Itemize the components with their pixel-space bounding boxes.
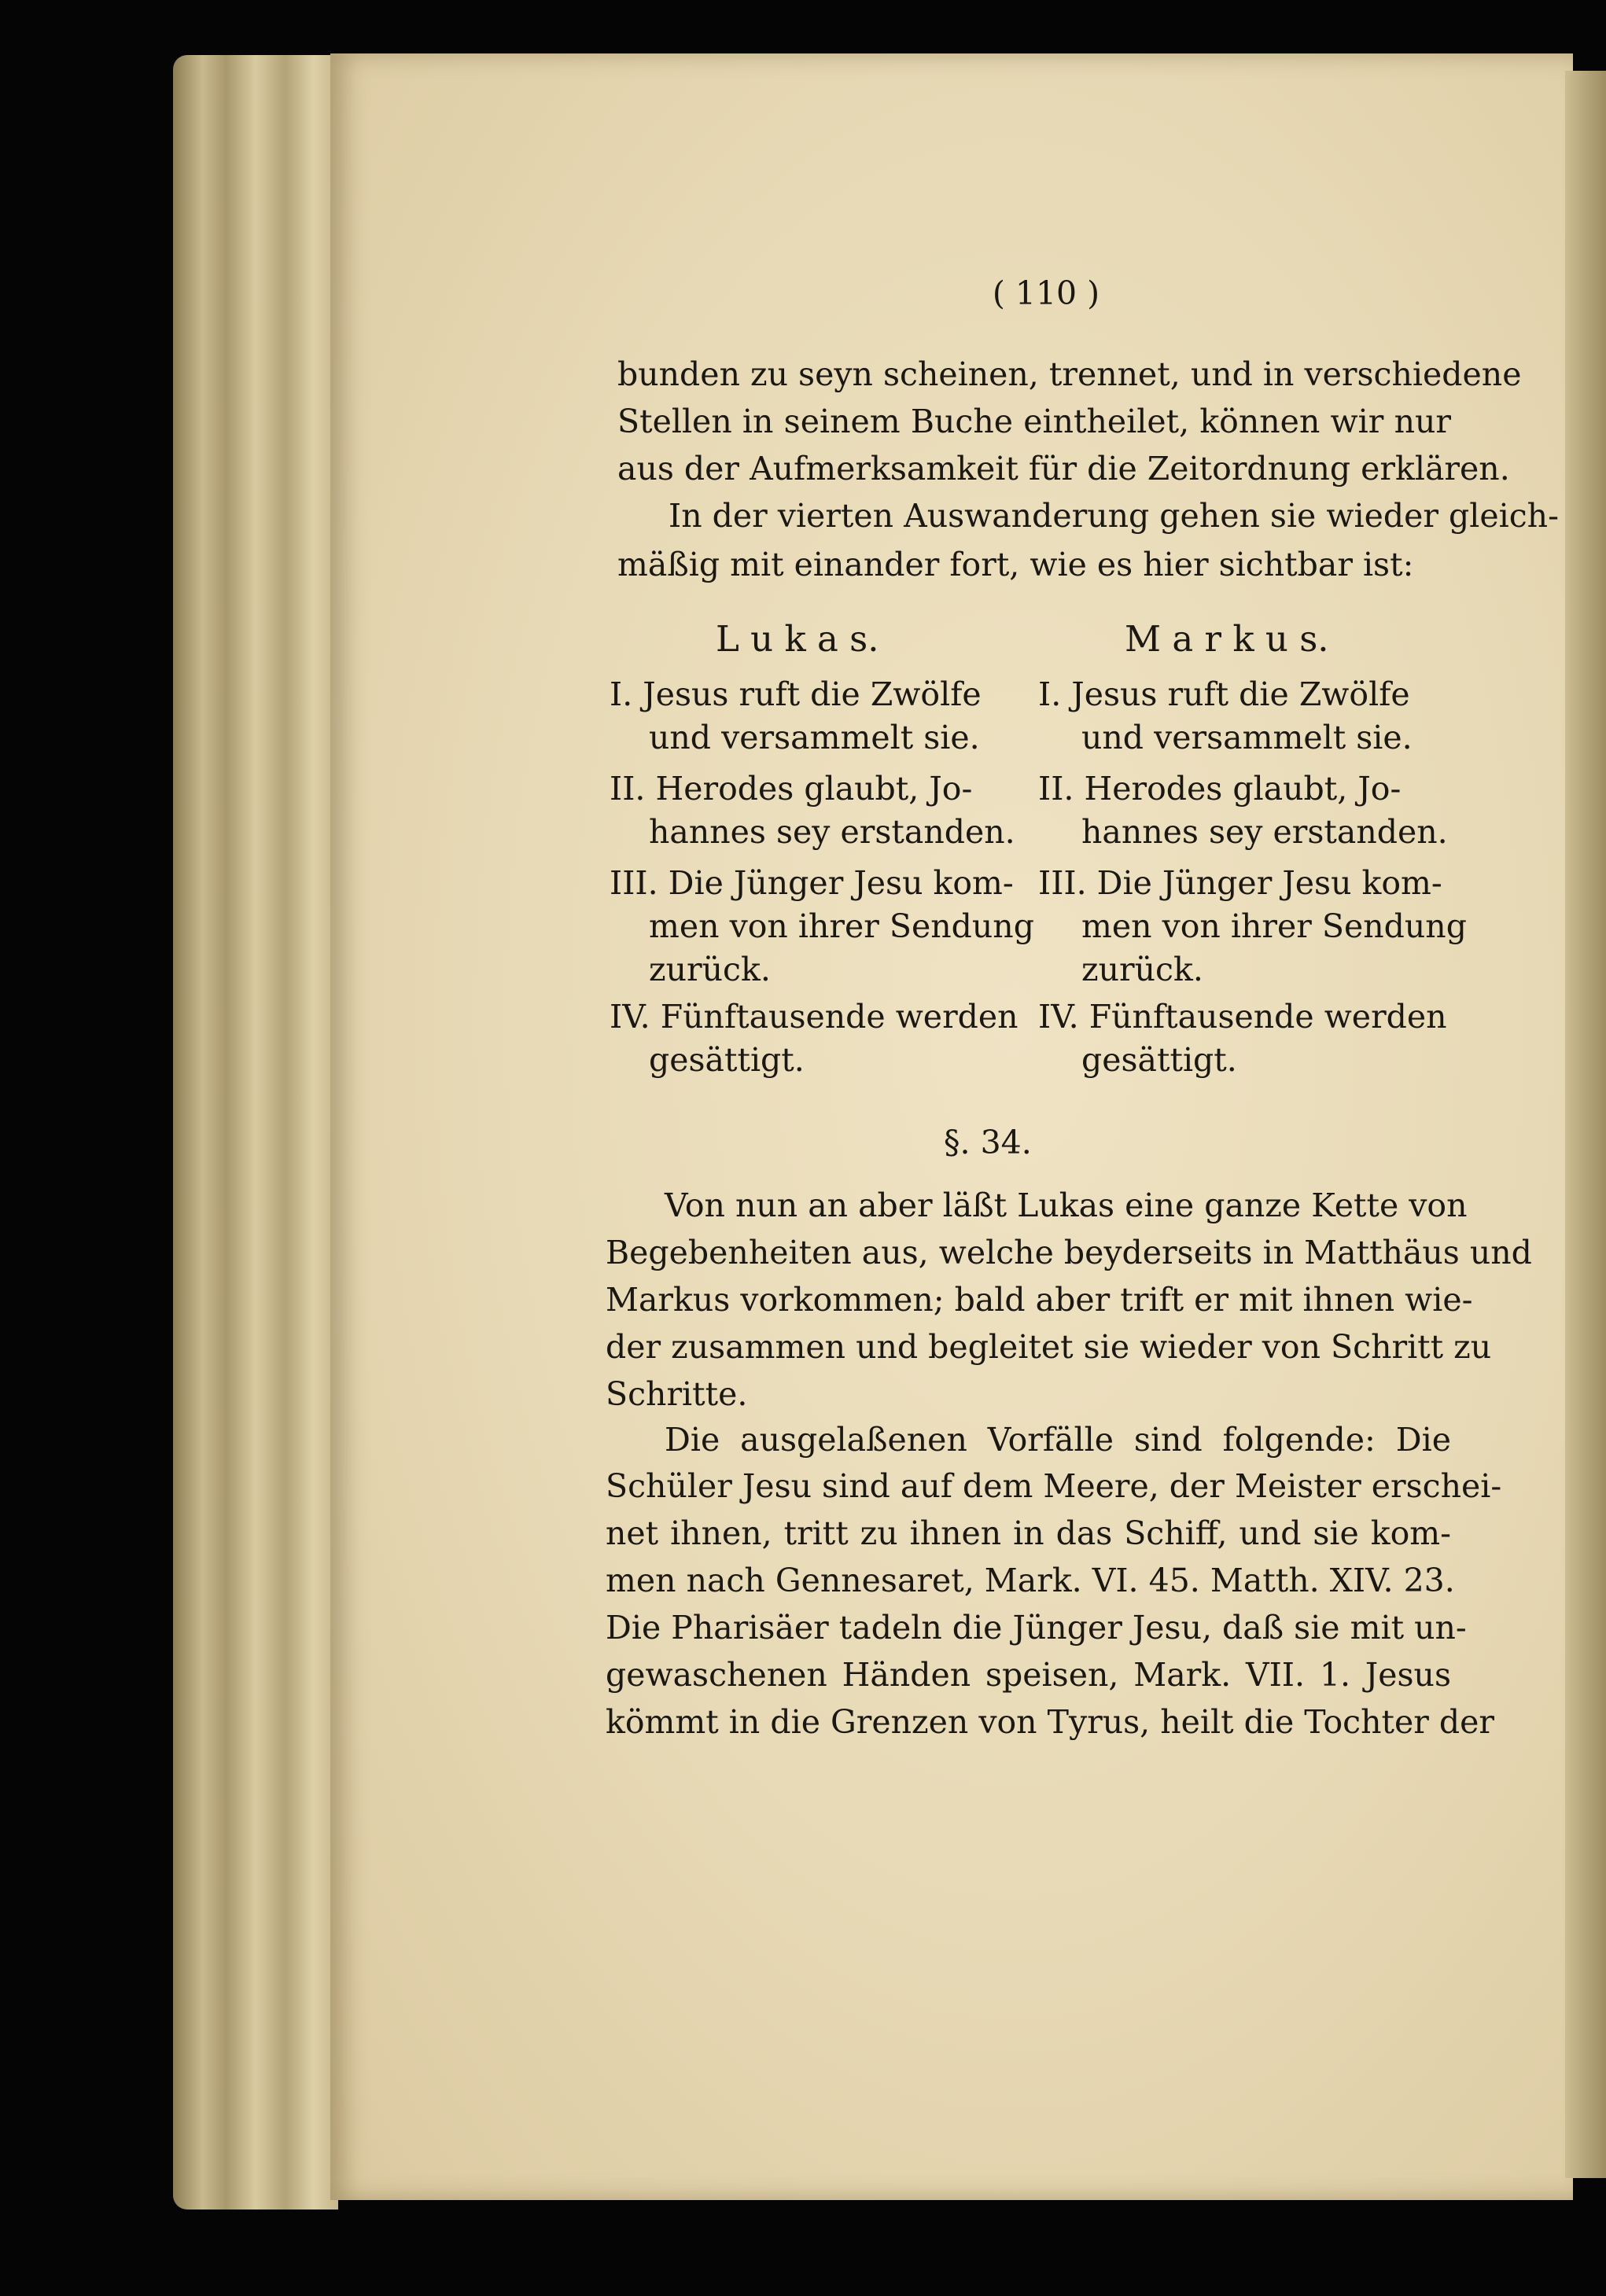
text-line: Markus vorkommen; bald aber trift er mit ihnen wie- xyxy=(606,1281,1473,1319)
text-line: Stellen in seinem Buche eintheilet, können wir nur xyxy=(617,403,1451,440)
left-column-line: IV. Fünftausende werden xyxy=(610,998,1018,1036)
text-line: men nach Gennesaret, Mark. VI. 45. Matth. XIV. 23. xyxy=(606,1562,1455,1599)
section-heading: §. 34. xyxy=(944,1124,1032,1161)
book-fore-edge xyxy=(173,55,338,2210)
left-column-line: men von ihrer Sendung xyxy=(649,907,1034,945)
right-column-line: III. Die Jünger Jesu kom- xyxy=(1038,864,1442,902)
text-line: mäßig mit einander fort, wie es hier sichtbar ist: xyxy=(617,546,1414,583)
right-column-line: zurück. xyxy=(1081,951,1203,988)
left-column-line: III. Die Jünger Jesu kom- xyxy=(610,864,1014,902)
text-line: aus der Aufmerksamkeit für die Zeitordnung erklären. xyxy=(617,450,1510,488)
facing-page-edge xyxy=(1565,71,1606,2178)
right-column-line: hannes sey erstanden. xyxy=(1081,813,1448,851)
text-line: Schritte. xyxy=(606,1375,748,1413)
page-number: ( 110 ) xyxy=(992,274,1100,312)
left-column-line: gesättigt. xyxy=(649,1041,805,1079)
left-column-line: II. Herodes glaubt, Jo- xyxy=(610,770,973,808)
text-line: Die ausgelaßenen Vorfälle sind folgende: Die xyxy=(665,1421,1451,1459)
right-column-line: II. Herodes glaubt, Jo- xyxy=(1038,770,1402,808)
text-line: In der vierten Auswanderung gehen sie wieder gleich- xyxy=(669,497,1559,535)
text-line: kömmt in die Grenzen von Tyrus, heilt die Tochter der xyxy=(606,1703,1494,1741)
left-column-line: zurück. xyxy=(649,951,771,988)
text-line: bunden zu seyn scheinen, trennet, und in verschiedene xyxy=(617,355,1522,393)
text-line: Begebenheiten aus, welche beyderseits in Matthäus und xyxy=(606,1234,1532,1271)
text-line: net ihnen, tritt zu ihnen in das Schiff, und sie kom- xyxy=(606,1514,1451,1552)
right-column-line: gesättigt. xyxy=(1081,1041,1237,1079)
text-line: der zusammen und begleitet sie wieder von Schritt zu xyxy=(606,1328,1492,1366)
column-heading-lukas: L u k a s. xyxy=(716,618,879,660)
text-line: Schüler Jesu sind auf dem Meere, der Meister erschei- xyxy=(606,1467,1502,1505)
text-line: gewaschenen Händen speisen, Mark. VII. 1. Jesus xyxy=(606,1656,1451,1694)
right-column-line: IV. Fünftausende werden xyxy=(1038,998,1447,1036)
text-line: Von nun an aber läßt Lukas eine ganze Kette von xyxy=(665,1187,1468,1224)
left-column-line: hannes sey erstanden. xyxy=(649,813,1015,851)
right-column-line: und versammelt sie. xyxy=(1081,719,1413,756)
left-column-line: und versammelt sie. xyxy=(649,719,980,756)
right-column-line: men von ihrer Sendung xyxy=(1081,907,1467,945)
column-heading-markus: M a r k u s. xyxy=(1125,618,1329,660)
left-column-line: I. Jesus ruft die Zwölfe xyxy=(610,675,982,713)
right-column-line: I. Jesus ruft die Zwölfe xyxy=(1038,675,1410,713)
text-line: Die Pharisäer tadeln die Jünger Jesu, daß sie mit un- xyxy=(606,1609,1467,1647)
